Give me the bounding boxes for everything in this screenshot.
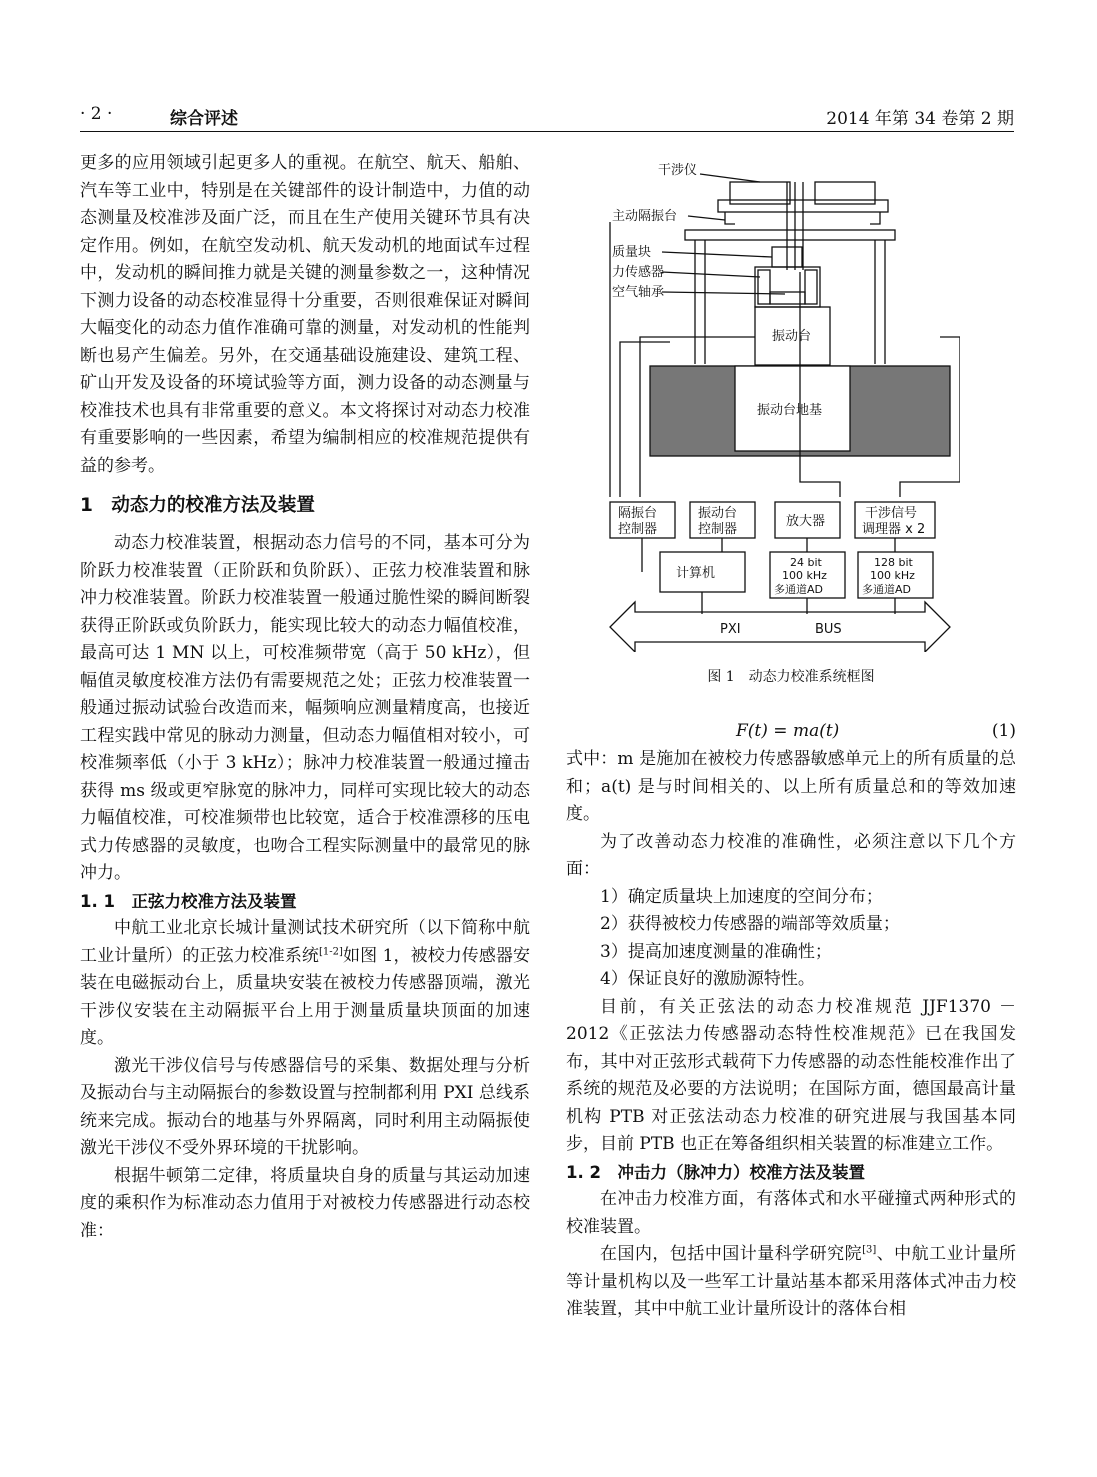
subsection-heading: 1. 2 冲击力（脉冲力）校准方法及装置: [566, 1162, 865, 1182]
label-ifm-cond-2: 调理器 x 2: [862, 522, 926, 537]
frame-top: [685, 230, 895, 240]
label-ad128-1: 128 bit: [874, 556, 913, 569]
label-sensor: 力传感器: [612, 265, 665, 280]
list-item: 2）获得被校力传感器的端部等效质量；: [600, 914, 900, 934]
equation-number: (1): [991, 721, 1016, 741]
citation: [1-2]: [319, 945, 343, 957]
label-bearing: 空气轴承: [612, 285, 665, 300]
interferometer-head-right: [815, 182, 875, 204]
paragraph: 式中：m 是施加在被校力传感器敏感单元上的所有质量的总和；a(t) 是与时间相关的、以上所有质量总和的等效加速度。: [566, 749, 1016, 824]
paragraph: 目前，有关正弦法的动态力校准规范 JJF1370 － 2012《正弦法力传感器动态特性校准规范》已在我国发布，其中对正弦形式载荷下力传感器的动态性能校准作出了系统的规范及必要的方法说明；在国际方面，德国最高计量机构 PTB 对正弦法动态力校准的研究进展与我国基本同步，目前 PTB 也正在筹备组织相关装置的标准建立工作。: [566, 996, 1016, 1154]
list-item: 4）保证良好的激励源特性。: [600, 969, 815, 989]
label-computer: 计算机: [676, 566, 716, 581]
label-interferometer: 干涉仪: [658, 163, 698, 178]
citation: [3]: [862, 1244, 877, 1256]
text-run: 中航工业北京长城计量测试技术研究所（以下简称中航工业计量所）的正弦力校准系统: [80, 918, 530, 966]
label-iso-ctrl-2: 控制器: [618, 522, 658, 537]
label-ad24-1: 24 bit: [790, 556, 822, 569]
label-amp: 放大器: [786, 514, 826, 529]
paragraph: 为了改善动态力校准的准确性，必须注意以下几个方面：: [566, 831, 1016, 879]
label-ad24-3: 多通道AD: [774, 583, 823, 596]
label-pxi: PXI: [720, 622, 741, 637]
text-run: 在国内，包括中国计量科学研究院: [600, 1244, 863, 1264]
paragraph: 激光干涉仪信号与传感器信号的采集、数据处理与分析及振动台与主动隔振台的参数设置与控制都利用 PXI 总线系统来完成。振动台的地基与外界隔离，同时利用主动隔振使激光干涉仪不受外界环境的干扰影响。: [80, 1055, 530, 1158]
paragraph: [80, 915, 530, 1053]
paragraph: 动态力校准装置，根据动态力信号的不同，基本可分为阶跃力校准装置（正阶跃和负阶跃）、正弦力校准装置和脉冲力校准装置。阶跃力校准装置一般通过脆性梁的瞬间断裂获得正阶跃或负阶跃力，能实现比较大的动态力幅值校准，最高可达 1 MN 以上，可校准频带宽（高于 50 kHz），但幅值灵敏度校准方法仍有需要规范之处；正弦力校准装置一般通过振动试验台改造而来，幅频响应测量精度高，也接近工程实践中常见的脉动力测量，但动态力幅值相对较小，可校准频率低（小于 3 kHz）；脉冲力校准装置一般通过撞击获得 ms 级或更窄脉宽的脉冲力，同样可实现比较大的动态力幅值校准，可校准频带也比较宽，适合于校准漂移的压电式力传感器的灵敏度，也吻合工程实际测量中的最常见的脉冲力。: [80, 533, 530, 883]
section-title: 综合评述: [170, 109, 238, 129]
interferometer-head-left: [730, 182, 790, 204]
equation-1: [566, 716, 1016, 746]
left-column: [80, 150, 530, 1245]
label-mass: 质量块: [612, 245, 652, 260]
label-isolation: 主动隔振台: [612, 209, 678, 224]
system-diagram: [600, 152, 960, 652]
paragraph: [566, 1241, 1016, 1324]
list-item: 1）确定质量块上加速度的空间分布；: [600, 886, 883, 907]
header-rule: [80, 131, 1014, 132]
paragraph: 根据牛顿第二定律，将质量块自身的质量与其运动加速度的乘积作为标准动态力值用于对被校力传感器进行动态校准：: [80, 1165, 530, 1241]
subsection-heading: 1. 1 正弦力校准方法及装置: [80, 891, 297, 911]
label-ad128-3: 多通道AD: [862, 583, 911, 596]
text-run: 、中航工业计量所等计量机构以及一些军工计量站基本都采用落体式冲击力校准装置，其中中航工业计量所设计的落体台相: [566, 1244, 1017, 1319]
pxi-bus-arrow: [610, 602, 950, 652]
page-number: · 2 ·: [80, 104, 113, 124]
figure-1: [600, 152, 960, 652]
label-ad128-2: 100 kHz: [870, 569, 915, 582]
paragraph: 在冲击力校准方面，有落体式和水平碰撞式两种形式的校准装置。: [566, 1189, 1016, 1237]
label-bus: BUS: [815, 622, 842, 637]
label-ifm-cond-1: 干涉信号: [865, 506, 918, 521]
label-shaker: 振动台: [772, 329, 812, 344]
paragraph: 更多的应用领域引起更多人的重视。在航空、航天、船舶、汽车等工业中，特别是在关键部件的设计制造中，力值的动态测量及校准涉及面广泛，而且在生产使用关键环节具有决定作用。例如，在航空发动机、航天发动机的地面试车过程中，发动机的瞬间推力就是关键的测量参数之一，这种情况下测力设备的动态校准显得十分重要，否则很难保证对瞬间大幅变化的动态力值作准确可靠的测量，对发动机的性能判断也易产生偏差。另外，在交通基础设施建设、建筑工程、矿山开发及设备的环境试验等方面，测力设备的动态测量与校准技术也具有非常重要的意义。本文将探讨对动态力校准有重要影响的一些因素，希望为编制相应的校准规范提供有益的参考。: [80, 153, 530, 476]
page-header: [80, 104, 1014, 134]
list-item: 3）提高加速度测量的准确性；: [600, 941, 832, 962]
label-foundation: 振动台地基: [757, 403, 823, 418]
sensor-housing: [755, 267, 820, 307]
label-shk-ctrl-1: 振动台: [698, 506, 738, 521]
journal-issue: 2014 年第 34 卷第 2 期: [826, 109, 1014, 129]
label-iso-ctrl-1: 隔振台: [618, 506, 658, 521]
label-ad24-2: 100 kHz: [782, 569, 827, 582]
equation-formula: F(t) = ma(t): [736, 721, 840, 741]
section-heading: 1 动态力的校准方法及装置: [80, 495, 315, 516]
text-run: 如图 1，被校力传感器安装在电磁振动台上，质量块安装在被校力传感器顶端，激光干涉仪安装在主动隔振平台上用于测量质量块顶面的加速度。: [80, 945, 530, 1048]
right-column: [566, 716, 1016, 1324]
figure-caption: 图 1 动态力校准系统框图: [707, 669, 875, 685]
label-shk-ctrl-2: 控制器: [698, 522, 738, 537]
